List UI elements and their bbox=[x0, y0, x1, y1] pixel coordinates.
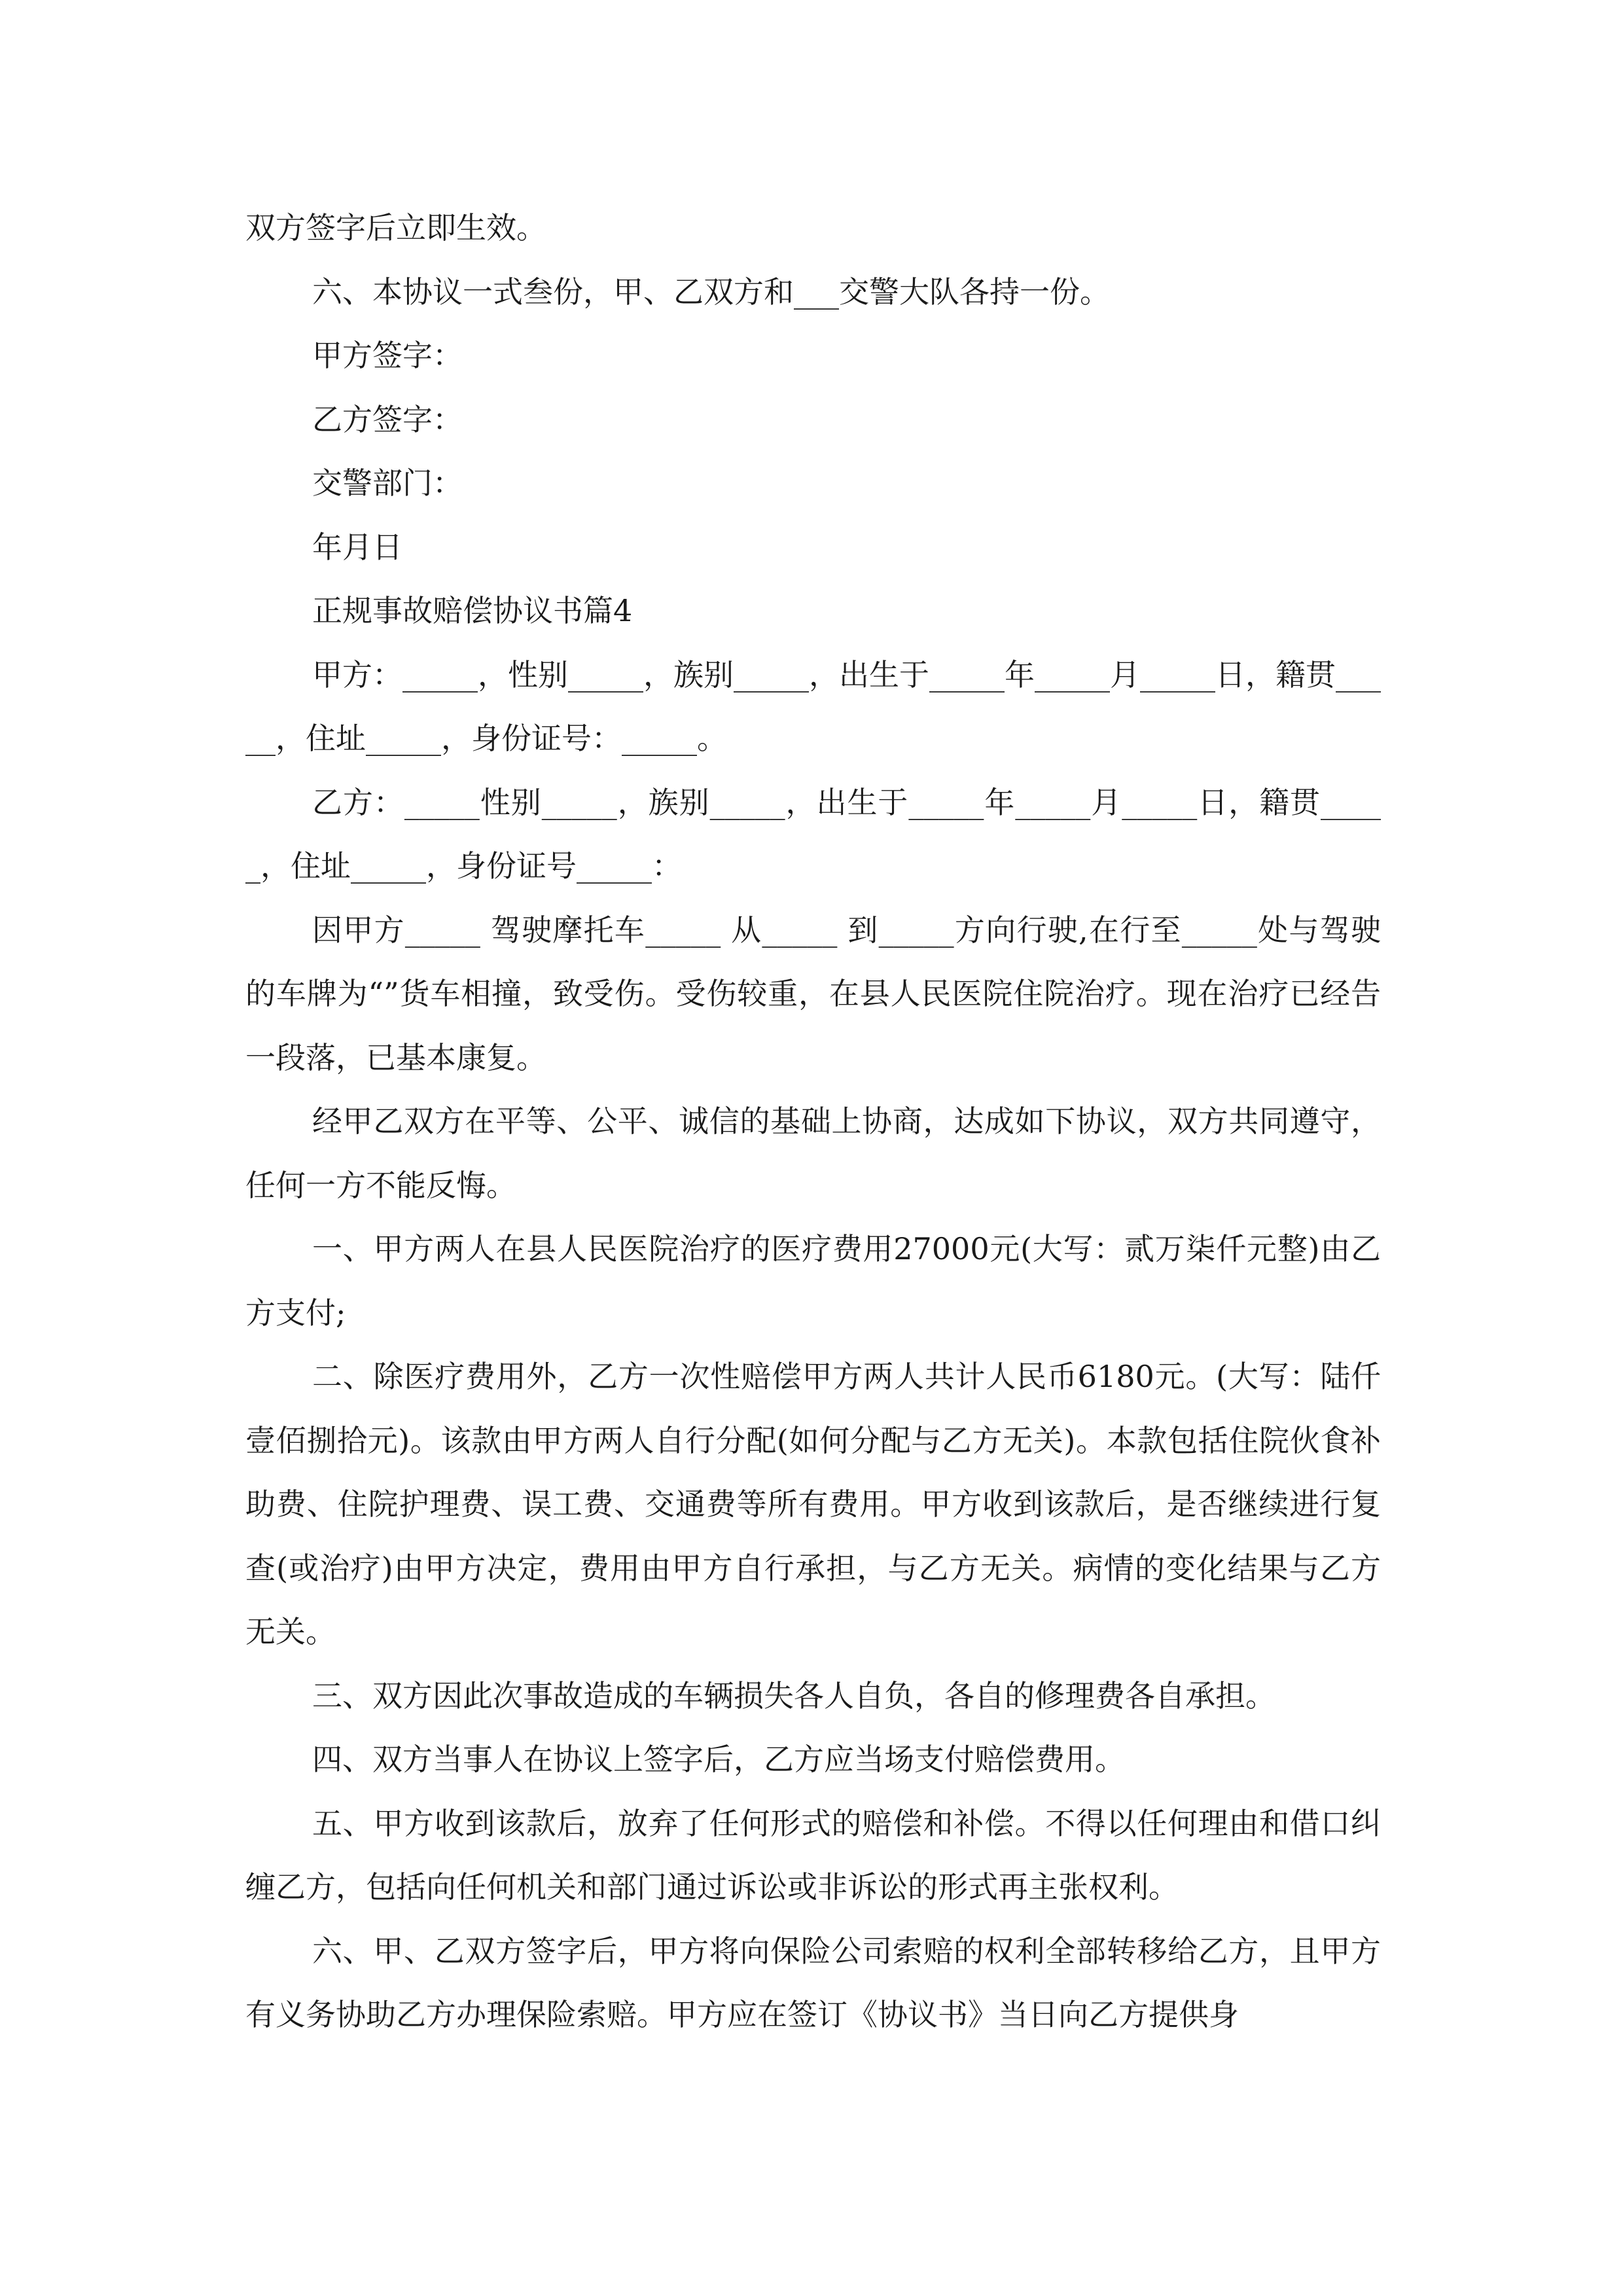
clause-6-insurance-transfer: 六、甲、乙双方签字后，甲方将向保险公司索赔的权利全部转移给乙方，且甲方有义务协助乙方办理保险索赔。甲方应在签订《协议书》当日向乙方提供身 bbox=[245, 1933, 1381, 2032]
traffic-police-line: 交警部门： bbox=[312, 465, 463, 501]
accident-description: 因甲方_____ 驾驶摩托车_____ 从_____ 到_____方向行驶,在行至_____处与驾驶的车牌为“”货车相撞，致受伤。受伤较重，在县人民医院住院治疗。现在治疗已经告一段落，已基本康复。 bbox=[245, 912, 1381, 1075]
party-b-info: 乙方：_____性别_____，族别_____，出生于_____年_____月_____日，籍贯_____，住址_____，身份证号_____： bbox=[245, 784, 1381, 884]
agreement-preamble: 经甲乙双方在平等、公平、诚信的基础上协商，达成如下协议，双方共同遵守，任何一方不能反悔。 bbox=[245, 1103, 1381, 1203]
paragraph-copies-clause: 六、本协议一式叁份，甲、乙双方和___交警大队各持一份。 bbox=[312, 274, 1110, 310]
section-title: 正规事故赔偿协议书篇4 bbox=[312, 593, 633, 628]
clause-3-vehicle-loss: 三、双方因此次事故造成的车辆损失各人自负，各自的修理费各自承担。 bbox=[312, 1677, 1275, 1713]
party-a-info: 甲方：_____，性别_____，族别_____，出生于_____年_____月_____日，籍贯_____，住址_____，身份证号：_____。 bbox=[245, 656, 1381, 756]
date-line: 年月日 bbox=[312, 529, 402, 565]
clause-1-medical-fees: 一、甲方两人在县人民医院治疗的医疗费用27000元(大写：贰万柒仟元整)由乙方支付; bbox=[245, 1231, 1381, 1331]
party-b-signature-line: 乙方签字： bbox=[312, 401, 463, 437]
paragraph-effective-clause: 双方签字后立即生效。 bbox=[245, 210, 546, 245]
document-body bbox=[245, 196, 1381, 2047]
clause-5-waiver: 五、甲方收到该款后，放弃了任何形式的赔偿和补偿。不得以任何理由和借口纠缠乙方，包括向任何机关和部门通过诉讼或非诉讼的形式再主张权利。 bbox=[245, 1805, 1381, 1905]
clause-4-payment: 四、双方当事人在协议上签字后，乙方应当场支付赔偿费用。 bbox=[312, 1742, 1125, 1777]
party-a-signature-line: 甲方签字： bbox=[312, 338, 463, 373]
clause-2-compensation: 二、除医疗费用外，乙方一次性赔偿甲方两人共计人民币6180元。(大写：陆仟壹佰捌拾元)。该款由甲方两人自行分配(如何分配与乙方无关)。本款包括住院伙食补助费、住院护理费、误工费、交通费等所有费用。甲方收到该款后，是否继续进行复查(或治疗)由甲方决定，费用由甲方自行承担，与乙方无关。病情的变化结果与乙方无关。 bbox=[245, 1359, 1381, 1649]
